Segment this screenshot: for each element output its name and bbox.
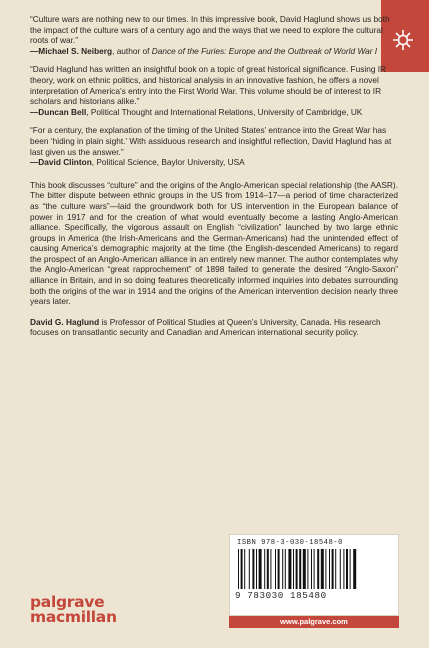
- barcode-digits: 9 783030 185480: [235, 590, 327, 601]
- quote-affiliation: , Political Science, Baylor University, USA: [91, 157, 245, 168]
- publisher-website[interactable]: www.palgrave.com: [229, 616, 399, 628]
- quote-text: “Culture wars are nothing new to our times. In this impressive book, David Haglund shows us both the impact of the culture wars of a century ago and the ways that we need to explore the cultural roots of war.”: [30, 14, 390, 46]
- quote-affiliation-prefix: , author of: [112, 45, 152, 56]
- quote-text: “For a century, the explanation of the timing of the United States’ entrance into the Great War has been ‘hiding in plain sight.’ With assiduous research and insightful reflection, David Haglund has at last given us the answer.”: [30, 125, 392, 157]
- endorsement-quote: [30, 125, 398, 167]
- back-cover-text: [30, 14, 398, 338]
- logo-line-2: macmillan: [30, 608, 117, 626]
- quote-affiliation: , Political Thought and International Relations, University of Cambridge, UK: [86, 106, 363, 117]
- quote-author: —David Clinton: [30, 157, 92, 168]
- isbn-barcode-box: [229, 534, 399, 616]
- quote-text: “David Haglund has written an insightful book on a topic of great historical significance. Fusing IR theory, work on ethnic politics, and historical analysis in an innovative fashion, he offers a novel interpretation of America’s entry into the First World War. This volume should be of interest to IR scholars and historians alike.”: [30, 64, 387, 107]
- quote-book-title: Dance of the Furies: Europe and the Outbreak of World War I: [151, 45, 378, 56]
- palgrave-macmillan-logo: [30, 595, 117, 625]
- quote-author: —Duncan Bell: [30, 106, 87, 117]
- endorsement-quote: [30, 14, 398, 56]
- endorsement-quote: [30, 64, 398, 117]
- author-bio-text: is Professor of Political Studies at Queen’s University, Canada. His research focuses on transatlantic security and Canadian and American international security policy.: [30, 316, 381, 338]
- barcode-icon: [238, 549, 390, 589]
- book-description: This book discusses “culture” and the origins of the Anglo-American special relationship (the AASR). The bitter dispute between ethnic groups in the US from 1914–17—a period of time characterized as “the culture wars”—laid the groundwork both for US intervention in the European balance of power in 1917 and for the creation of what would eventually become a lasting Anglo-American alliance. Specifically, the vigorous assault on English “civilization” launched by two large ethnic groups in America (the Irish-Americans and the German-Americans) had the unintended effect of causing America’s demographic majority at the time (the English-descended Americans) to regard the prospect of an Anglo-American alliance in an entirely new manner. The author contemplates why the Anglo-American “great rapprochement” of 1898 failed to generate the desired “Anglo-Saxon” alliance in Britain, and in so doing features theoretically informed inquiries into debates surrounding both the origins of the war in 1914 and the origins of the American intervention decision nearly three years later.: [30, 179, 398, 307]
- author-bio: [30, 317, 398, 338]
- isbn-label: ISBN 978-3-030-18548-0: [237, 539, 343, 547]
- author-name: David G. Haglund: [30, 316, 100, 327]
- quote-author: —Michael S. Neiberg: [30, 45, 113, 56]
- logo-line-1: palgrave: [30, 593, 105, 611]
